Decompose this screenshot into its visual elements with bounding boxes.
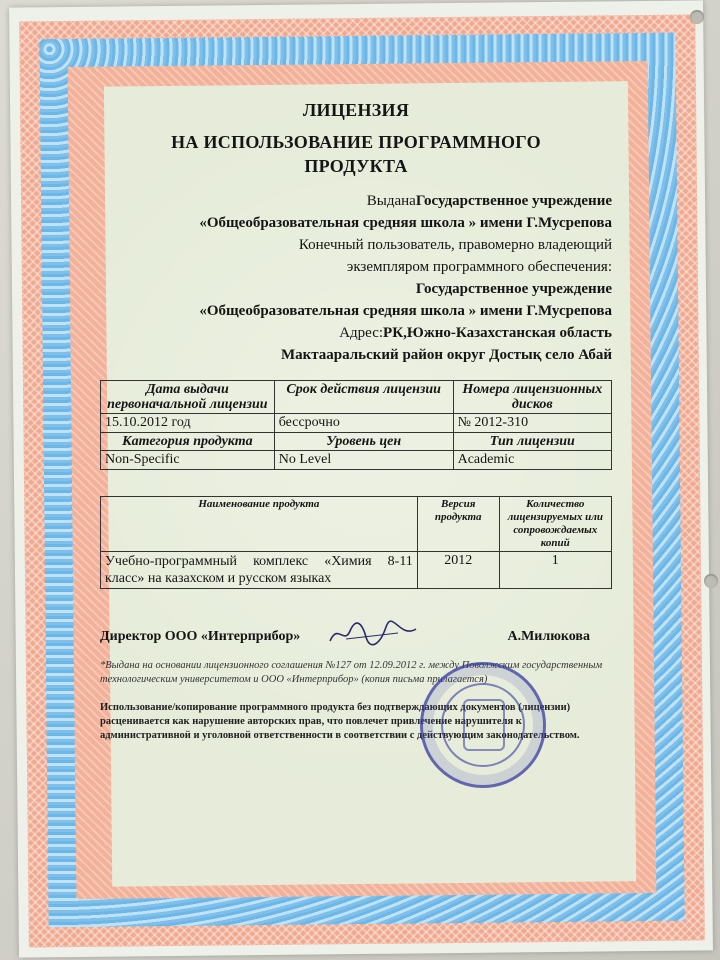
table-header-row (101, 433, 612, 451)
footnote: *Выдана на основании лицензионного соглашения №127 от 12.09.2012 г. между Поволжским государственным технологическим университетом и ООО «Интерприбор» (копия письма прилагается) (100, 660, 603, 685)
table-header-row (101, 497, 612, 552)
cell-product-name: Учебно-программный комплекс «Химия 8-11 класс» на казахском и русском языках (101, 552, 418, 589)
address-line2: Мактааральский район округ Достық село Абай (280, 347, 612, 363)
cell-price-level: No Level (274, 451, 453, 470)
official-stamp (420, 662, 546, 788)
address-line1: Адрес:РК,Южно-Казахстанская область (339, 325, 612, 341)
header-disk-numbers: Номера лицензионных дисков (453, 381, 611, 414)
license-details-table (100, 380, 612, 470)
director-label: Директор ООО «Интерприбор» (100, 629, 301, 644)
address-prefix: Адрес: (339, 325, 384, 341)
punch-hole (690, 10, 704, 24)
issued-prefix: Выдана (366, 193, 416, 209)
cell-disk-numbers: № 2012-310 (453, 414, 611, 433)
cell-product-version: 2012 (417, 552, 499, 589)
table-row (101, 451, 612, 470)
stamp-emblem (463, 699, 505, 751)
punch-hole (704, 574, 718, 588)
table-header-row (101, 381, 612, 414)
header-price-level: Уровень цен (274, 433, 453, 451)
copyright-warning: Использование/копирование программного продукта без подтверждающих документов (лицензии) расценивается как нарушение авторских прав, что повлечет привлечение нарушителя к административной и уголовной ответственности в соответствии с действующим законодательством. (100, 702, 580, 741)
header-copies: Количество лицензируемых или сопровождаемых копий (499, 497, 611, 552)
header-license-type: Тип лицензии (453, 433, 611, 451)
handwritten-signature (328, 619, 418, 649)
table-row (101, 414, 612, 433)
header-validity: Срок действия лицензии (274, 381, 453, 414)
end-user-org-line1: Государственное учреждение (415, 281, 612, 297)
end-user-org-line2: «Общеобразовательная средняя школа » имени Г.Мусрепова (199, 303, 612, 319)
cell-license-type: Academic (453, 451, 611, 470)
issued-to-org: Государственное учреждение (415, 193, 612, 209)
header-product-version: Версия продукта (417, 497, 499, 552)
title-license: ЛИЦЕНЗИЯ (302, 100, 410, 120)
product-table (100, 496, 612, 589)
cell-category: Non-Specific (101, 451, 275, 470)
cell-validity: бессрочно (274, 414, 453, 433)
cell-issue-date: 15.10.2012 год (101, 414, 275, 433)
director-signature-line (100, 629, 612, 649)
end-user-line1: Конечный пользователь, правомерно владеющий (298, 237, 612, 253)
director-name: А.Милюкова (507, 629, 590, 644)
end-user-line2: экземпляром программного обеспечения: (346, 259, 612, 275)
certificate-content (100, 92, 612, 754)
table-row (101, 552, 612, 589)
header-product-name: Наименование продукта (101, 497, 418, 552)
title-subject: НА ИСПОЛЬЗОВАНИЕ ПРОГРАММНОГО ПРОДУКТА (171, 132, 541, 176)
issued-to-line2: «Общеобразовательная средняя школа » имени Г.Мусрепова (199, 215, 612, 231)
issued-to-line1 (100, 190, 612, 212)
cell-copies: 1 (499, 552, 611, 589)
header-issue-date: Дата выдачи первоначальной лицензии (101, 381, 275, 414)
header-category: Категория продукта (101, 433, 275, 451)
